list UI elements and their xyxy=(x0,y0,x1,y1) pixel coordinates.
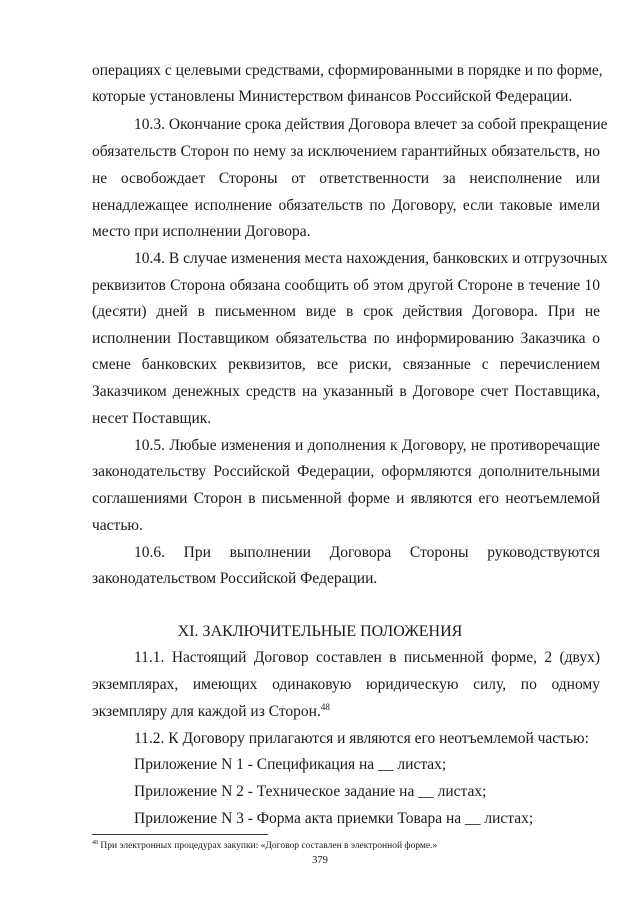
text-line: смене банковских реквизитов, все риски, связанные с перечислением xyxy=(92,356,600,373)
text-line: операциях с целевыми средствами, сформированными в порядке и по форме, xyxy=(92,62,603,79)
text-line: (десяти) дней в письменном виде в срок действия Договора. При не xyxy=(92,303,600,320)
text-line: реквизитов Сторона обязана сообщить об этом другой Стороне в течение 10 xyxy=(92,277,600,294)
text-line: соглашениями Сторон в письменной форме и являются его неотъемлемой xyxy=(92,490,600,507)
text-line: исполнении Поставщиком обязательства по информированию Заказчика о xyxy=(92,330,600,347)
text-line: которые установлены Министерством финансов Российской Федерации. xyxy=(92,88,573,105)
text-line: обязательств Сторон по нему за исключением гарантийных обязательств, но xyxy=(92,143,600,160)
text-line: законодательству Российской Федерации, оформляются дополнительными xyxy=(92,463,600,480)
page-number: 379 xyxy=(312,855,328,866)
paragraph-10-6-start: 10.6. При выполнении Договора Стороны руководствуются xyxy=(134,544,600,561)
text-line: Заказчиком денежных средств на указанный в Договоре счет Поставщика, xyxy=(92,383,600,400)
paragraph-10-3-start: 10.3. Окончание срока действия Договора влечет за собой прекращение xyxy=(134,116,608,133)
section-heading: XI. ЗАКЛЮЧИТЕЛЬНЫЕ ПОЛОЖЕНИЯ xyxy=(177,623,463,640)
text-line: место при исполнении Договора. xyxy=(92,223,311,240)
footnote-reference: 48 xyxy=(320,701,330,712)
footnote-divider xyxy=(92,834,268,835)
appendix-item-3: Приложение N 3 - Форма акта приемки Товара на __ листах; xyxy=(134,810,534,827)
text-line: несет Поставщик. xyxy=(92,410,212,427)
text-line: законодательством Российской Федерации. xyxy=(92,570,378,587)
footnote-text: При электронных процедурах закупки: «Договор составлен в электронной форме.» xyxy=(100,841,438,851)
appendix-item-2: Приложение N 2 - Техническое задание на __ листах; xyxy=(134,783,487,800)
appendix-item-1: Приложение N 1 - Спецификация на __ листах; xyxy=(134,756,447,773)
text-line: экземплярах, имеющих одинаковую юридическую силу, по одному xyxy=(92,676,600,693)
text-line: частью. xyxy=(92,517,143,534)
text-line-with-footnote xyxy=(92,702,330,722)
text-line: не освобождает Стороны от ответственности за неисполнение или xyxy=(92,170,600,187)
text-segment: экземпляру для каждой из Сторон. xyxy=(92,703,321,720)
footnote xyxy=(92,840,437,852)
footnote-marker: 48 xyxy=(92,839,98,846)
text-line: ненадлежащее исполнение обязательств по Договору, если таковые имели xyxy=(92,197,600,214)
paragraph-11-1-start: 11.1. Настоящий Договор составлен в письменной форме, 2 (двух) xyxy=(134,649,600,666)
paragraph-11-2-start: 11.2. К Договору прилагаются и являются его неотъемлемой частью: xyxy=(134,730,589,747)
paragraph-10-4-start: 10.4. В случае изменения места нахождения, банковских и отгрузочных xyxy=(134,250,608,267)
paragraph-10-5-start: 10.5. Любые изменения и дополнения к Договору, не противоречащие xyxy=(134,437,600,454)
